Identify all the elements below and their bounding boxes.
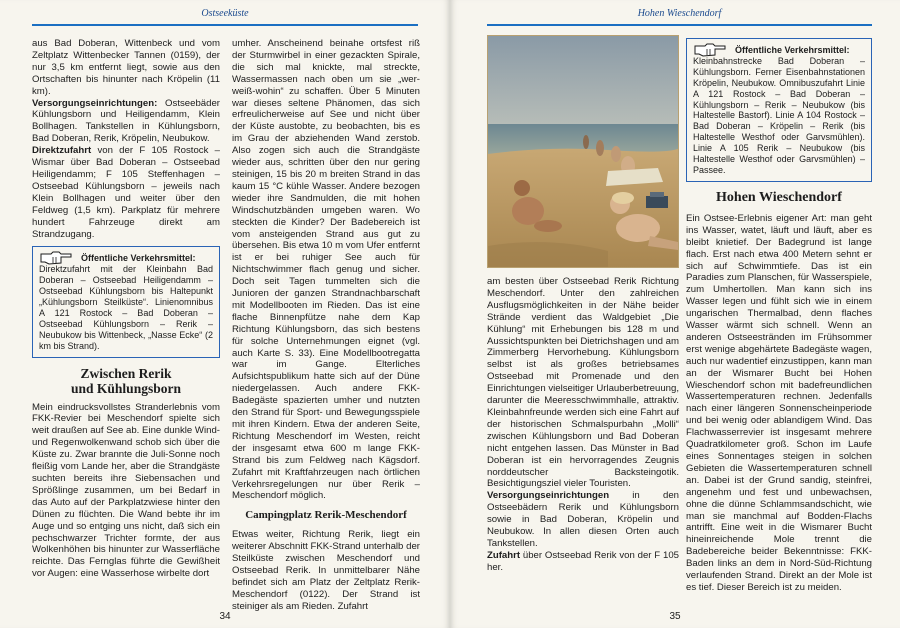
right-box-title: Öffentliche Verkehrsmittel: <box>735 45 850 55</box>
right-zufahrt-label: Zufahrt <box>487 549 521 561</box>
page-number-left: 34 <box>219 611 231 622</box>
beach-photo <box>487 35 679 268</box>
right-transport-box <box>686 38 872 182</box>
left-heading-rerik <box>32 366 220 396</box>
left-vers-paragraph <box>32 98 220 146</box>
left-main-text: Mein eindrucksvollstes Stranderlebnis vom FKK-Revier bei Meschendorf spielte sich weit draußen auf See ab. Eine dunkle Wind- und Regenwolkenwand schob sich über die Küste zu. Zwar brannte die Juli-Sonne noch fleißig vom Lande her, aber die Strandgäste suchten bereits ihre Siebensachen und Sprößlinge zusammen, um bei Bedarf in das Auto auf der Parkplatzwiese hinter den Dünen zu flüchten. Die Wand bebte ihr im Auge und so entging uns nicht, daß sich ein pechschwarzer Trichter formte, der aus Wolkenhöhen bis hinunter zur Wasserfläche reichte. Das Fernglas führte die Gewißheit vor Augen: eine Wasserhose wirbelte dort <box>32 401 220 580</box>
left-vers-label: Versorgungseinrichtungen: <box>32 97 158 109</box>
left-column-2 <box>232 38 420 613</box>
left-heading-line-2: und Kühlungsborn <box>71 380 181 396</box>
head-rule-right <box>487 24 872 26</box>
right-zufahrt-paragraph <box>487 550 679 574</box>
left-col2-text: umher. Anscheinend beinahe ortsfest riß der Sturmwirbel in einer gezackten Spirale, die sich mal knickte, mal streckte, Wassermassen nach oben um sie „wer-weiß-wohin“ zu schaffen. Über 5 Minuten war dieses seltene Phänomen, das sich erfreulicherweise auf See und nicht über der Küste austobte, zu beobachten, bis es im Grau der abziehenden Wand zerstob. Also zogen sich auch die Strandgäste wieder aus, schritten über den nur gering steinigen, 15 bis 20 m breiten Strand in das kaum 15 °C kühle Wasser. Andere bezogen wieder ihre Sandmulden, die mit hohen Windschutzbänden umgeben waren. Wo steckten die Kinder? Der Badebereich ist vom ansteigenden Strand aus gut zu übersehen. Bis etwa 10 m vom Ufer entfernt ist er bei ruhiger See auch für Nichtschwimmer flach genug und sicher. Doch seit Tagen tummelten sich die Junioren der ganzen Strandnachbarschaft mit Modellbooten im Rieden. Das ist eine flache Binnenpfütze nahe dem Kap Richtung Kühlungsborn, das sich bestens für solche Unternehmungen eignet (vgl. auch Karte S. 33). Eine Modellbootregatta war im Gange. Elterliches Aufsichtspublikum hatte sich auf der Düne niedergelassen. Auch andere FKK-Badegäste spazierten umher und nutzten den Strand für Sport- und Bewegungsspiele mit ihren Kindern. Etwa der anderen Seite, Richtung Meschendorf im Westen, reicht der insgesamt etwa 600 m lange FKK-Strand bis zum Feldweg nach Kägsdorf. Zufahrt mit Kraftfahrzeugen nach örtlichen Verkehrsregelungen nur über Rerik – Meschendorf möglich. <box>232 38 420 502</box>
left-zufahrt-text: von der F 105 Rostock – Wismar über Bad Doberan – Ostseebad Heiligendamm; F 105 Steffenhagen – Ostseebad Kühlungsborn – jeweils nach Klein Bollhagen und weiter über den Feldweg (1,5 km). Parkplatz für mehrere hundert Fahrzeuge direkt am Strandzugang. <box>32 145 220 240</box>
left-box-text: Direktzufahrt mit der Kleinbahn Bad Doberan – Ostseebad Heiligendamm – Ostseebad Kühlungsborn bis Haltepunkt „Kühlungsborn Steilküste“. Linienomnibus A 121 Rostock – Bad Doberan – Ostseebad Kühlungsborn – Rerik – Neubukow bis Wittenbeck, „Nasse Ecke“ (2 km bis Strand). <box>39 264 213 351</box>
left-column-1 <box>32 38 220 580</box>
left-heading-line-1: Zwischen Rerik <box>80 365 172 381</box>
right-col2-text: Ein Ostsee-Erlebnis eigener Art: man geht ins Wasser, watet, läuft und läuft, aber es bleibt knietief. Der Badegrund ist lange flach. Erst nach etwa 400 Metern sehnt er sich auf Schwimmtiefe. Das ist ein Paradies zum Planschen, für Wasserspiele, zum Umhertollen. Man kann sich ins Wasser legen und fühlt sich wie in einem ungarischen Thermalbad, denn flaches Wasser wärmt sich schnell. Wenn an anderen Ostseestränden im Frühsommer erst wenige abgehärtete Badegäste wagen, auch nur wadentief einzustippen, kann man an der Wismarer Bucht bei Hohen Wieschendorf schon mit badefreundlichen Wassertemperaturen rechnen. Jedenfalls nach einer längeren Sonnenscheinperiode und bei wenig oder ablandigem Wind. Das Flachwasserrevier ist insgesamt mehrere Quadratkilometer groß. Schon im Laufe eines Sonnentages steigen in solchen Gebieten die Wassertemperaturen schnell an. Dabei ist der Grund sandig, steinfrei, angenehm und fest und unbewachsen, ohne die dünne Schlammsandschicht, wie man sie manchmal auf Bodden-Flachs antrifft. Eine weit in die Wismarer Bucht hineinreichende Mole trennt die Badebereiche beider Bekenntnisse: FKK-Baden links an dem in Nord-Süd-Richtung verlaufenden Strand. Direkt an der Mole ist es tief. Dieser Bereich ist zu meiden. <box>686 212 872 593</box>
right-column-1 <box>487 276 679 574</box>
right-heading-wieschendorf: Hohen Wieschendorf <box>716 189 842 205</box>
beach-photo-illustration <box>488 36 679 268</box>
right-vers-label: Versorgungseinrichtungen <box>487 490 610 502</box>
pointing-hand-icon <box>39 251 73 266</box>
left-zufahrt-paragraph <box>32 145 220 240</box>
right-main-text: am besten über Ostseebad Rerik Richtung Meschendorf. Unter den zahlreichen Ausflugsmöglichkeiten in der Nähe beider Strände verdient das Waldgebiet „Die Kühlung“ mit Erhebungen bis 128 m und Aussichtspunkten bei Dietrichshagen und am Zimmerberg Hervorhebung. Kühlungsborn selbst ist als großes betriebsames Ostseebad mit Promenade und den Einrichtungen vielseitiger Urlauberbetreuung, darunter die Meeresschwimmhalle, attraktiv. Kleinbahnfreunde werden sich eine Fahrt auf der historischen Schmalspurbahn „Molli“ zwischen Kühlungsborn und Bad Doberan nicht entgehen lassen. Das Münster in Bad Doberan ist ein hervorragendes Zeugnis norddeutscher Backsteingotik. Besichtigungsziel vieler Touristen. <box>487 276 679 490</box>
left-zufahrt-label: Direktzufahrt <box>32 145 92 157</box>
left-transport-box <box>32 246 220 357</box>
left-heading-camping: Campingplatz Rerik-Meschendorf <box>245 509 407 522</box>
right-vers-text: in den Ostseebädern Rerik und Kühlungsborn sowie in Bad Doberan, Kröpelin und Neubukow. In allen diesen Orten auch Tankstellen. <box>487 490 679 549</box>
right-box-text: Kleinbahnstrecke Bad Doberan – Kühlungsborn. Ferner Eisenbahnstationen Kröpelin, Neubukow. Omnibuszufahrt Linie A 121 Rostock – Bad Doberan – Kühlungsborn – Rerik – Neubukow (bis Haltestelle Bastorf). Linie A 104 Rostock – Bad Doberan – Kröpelin – Rerik (bis Haltestelle Westhof oder Garvsmühlen). Linie A 105 Rerik – Neubukow (bis Haltestelle Westhof oder Garvsmühlen) – Passee. <box>693 55 865 175</box>
head-rule-left <box>32 24 418 26</box>
pointing-hand-icon <box>693 43 727 58</box>
running-head-left: Ostseeküste <box>201 8 249 19</box>
left-box-title: Öffentliche Verkehrsmittel: <box>81 253 196 264</box>
right-zufahrt-text: über Ostseebad Rerik von der F 105 her. <box>487 549 679 573</box>
running-head-right: Hohen Wieschendorf <box>637 8 722 19</box>
right-column-2 <box>686 38 872 594</box>
left-col2-after: Etwas weiter, Richtung Rerik, liegt ein weiterer Abschnitt FKK-Strand unterhalb der Steilküste zwischen Meschendorf und Ostseebad Rerik. In unmittelbarer Nähe befindet sich am Platz der Zeltplatz Rerik-Meschendorf (0122). Der Strand ist steiniger als am Rieden. Zufahrt <box>232 529 420 612</box>
page-number-right: 35 <box>669 611 681 622</box>
left-vers-text: Ostseebäder Kühlungsborn und Heiligendamm, Klein Bollhagen. Tankstellen in Kühlungsborn, Bad Doberan, Rerik, Kröpelin, Neubukow. <box>32 97 220 145</box>
right-vers-paragraph <box>487 490 679 550</box>
left-intro-text: aus Bad Doberan, Wittenbeck und vom Zeltplatz Wittenbecker Tannen (0159), der nur 3,5 km entfernt liegt, sowie aus den Ortschaften bis hinunter nach Kröpelin (11 km). <box>32 38 220 97</box>
